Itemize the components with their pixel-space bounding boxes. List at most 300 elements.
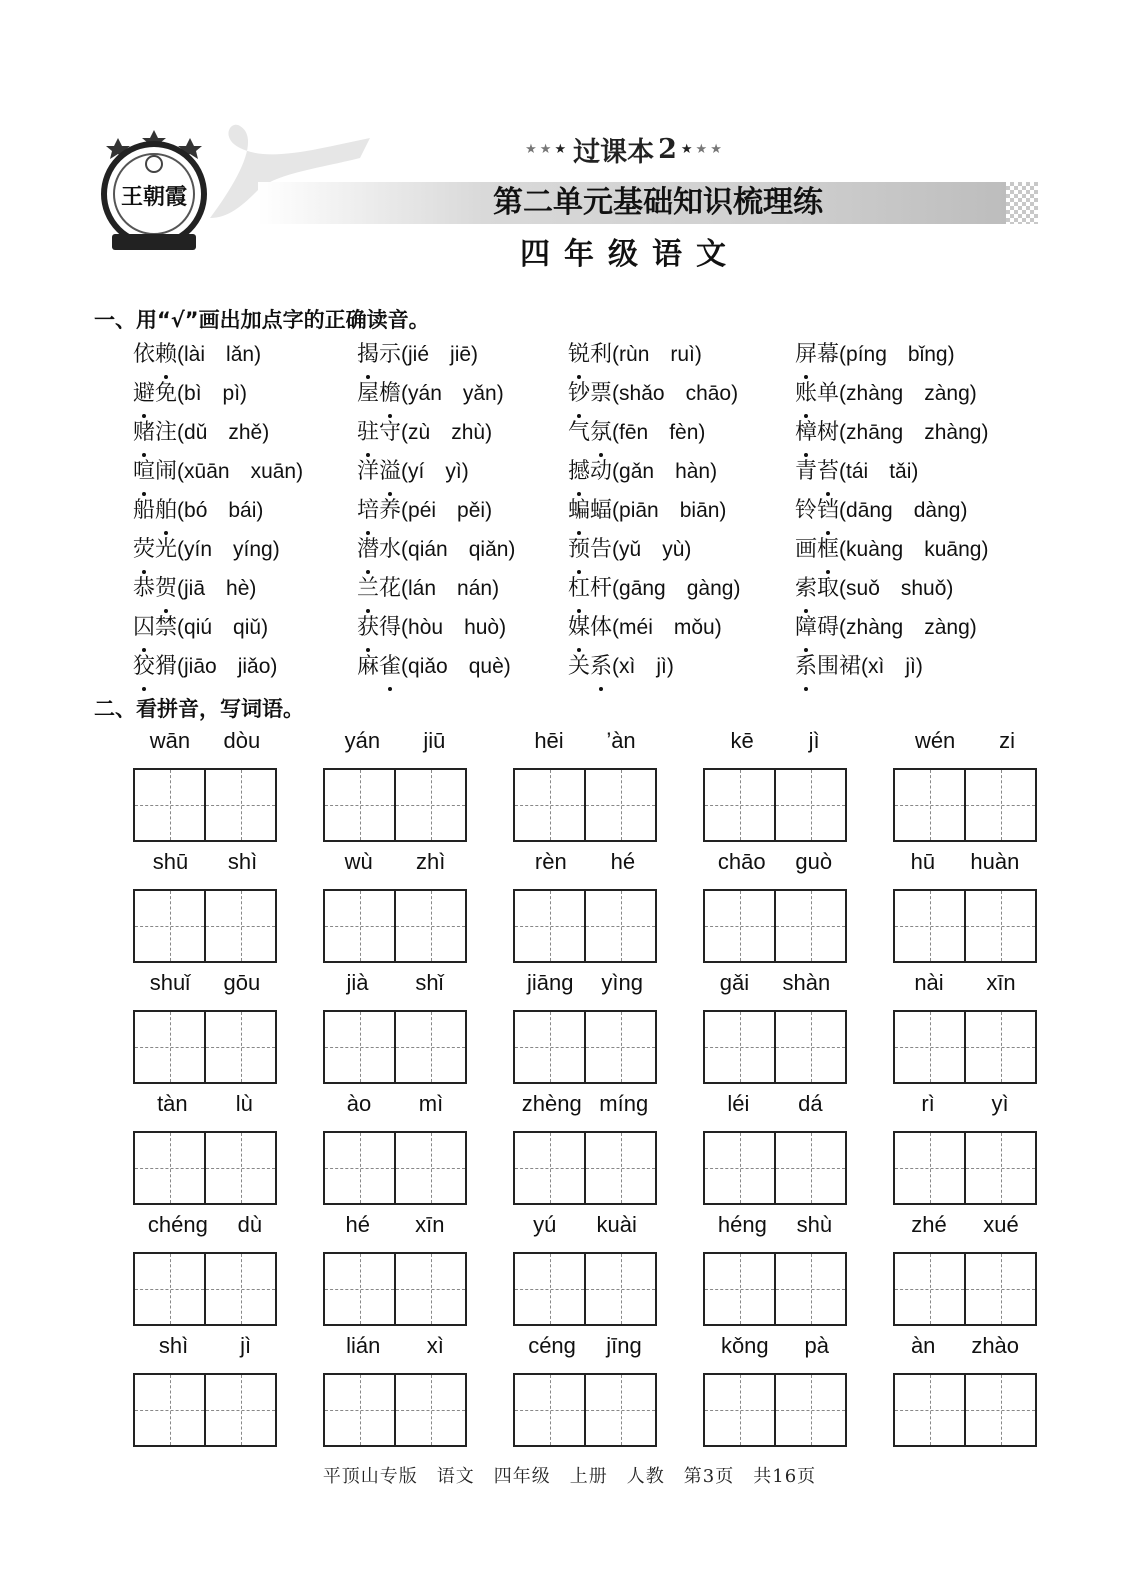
pinyin-option[interactable]: chāo [685,382,732,405]
item-chars: 障碍 [795,615,839,640]
item-chars: 揭示 [357,342,401,367]
pinyin-option[interactable]: qiǎo [408,655,448,678]
pinyin-option[interactable]: zhě [228,421,263,444]
paren: ( [839,421,847,444]
item-chars: 蝙蝠 [568,498,612,523]
writing-cell[interactable] [964,1254,1035,1324]
pinyin-syllable: dá [798,1091,823,1116]
pinyin-option[interactable]: tǎi [889,460,912,483]
pinyin-option[interactable]: pì [222,382,241,405]
paren: ( [401,460,409,483]
word-box [893,1333,1037,1367]
pinyin-syllable: jīng [606,1333,642,1358]
paren: ( [839,499,847,522]
pinyin-option[interactable]: biān [679,499,720,522]
writing-cell[interactable] [135,1375,204,1445]
reading-item [795,613,977,643]
pinyin-option[interactable]: kuàng [846,538,904,561]
pinyin-option[interactable]: xì [868,655,885,678]
word-pinyin [323,1333,467,1367]
reading-item [357,340,478,370]
writing-cell[interactable] [135,891,204,961]
paren: ( [401,382,409,405]
pinyin-option[interactable]: bái [228,499,257,522]
paren: ) [710,460,718,483]
pinyin-option[interactable]: xūān [184,460,230,483]
writing-cell[interactable] [204,1012,275,1082]
paren: ( [401,499,409,522]
pinyin-option[interactable]: bó [184,499,208,522]
writing-cell[interactable] [204,770,275,840]
pinyin-syllable: gǎi [719,970,750,995]
paren: ) [461,460,469,483]
word-pinyin [513,1333,657,1367]
word-pinyin [893,1091,1037,1125]
paren: ) [911,460,919,483]
pinyin-option[interactable]: rùn [619,343,650,366]
spacer [436,499,457,522]
word-box [893,970,1037,1004]
svg-text:王朝霞: 王朝霞 [120,184,188,210]
word-box [703,1333,847,1367]
item-chars: 钞票 [568,381,612,406]
pinyin-syllable: rèn [534,849,567,874]
item-chars: 樟树 [795,420,839,445]
pinyin-option[interactable]: hàn [675,460,711,483]
word-pinyin [893,1333,1037,1367]
pinyin-option[interactable]: gǎn [619,460,655,483]
pinyin-option[interactable]: què [468,655,504,678]
word-box [513,849,657,883]
reading-item [133,340,261,370]
writing-boxes [893,768,1037,842]
word-box [323,1212,467,1246]
reading-item [133,418,269,448]
spacer [868,460,889,483]
pinyin-syllable: hū [910,849,936,874]
reading-item [795,535,988,565]
paren: ) [240,382,248,405]
pinyin-option[interactable]: jié [408,343,430,366]
word-box [513,1091,657,1125]
item-chars: 驻守 [357,420,401,445]
pinyin-option[interactable]: dāng [846,499,893,522]
paren: ( [177,421,185,444]
paren: ( [839,577,847,600]
paren: ( [612,421,620,444]
word-pinyin [133,849,277,883]
pinyin-option[interactable]: lǎn [226,343,255,366]
item-chars: 兰花 [357,576,401,601]
item-chars: 画框 [795,537,839,562]
pinyin-option[interactable]: ruì [670,343,695,366]
pinyin-syllable: jià [346,970,369,995]
writing-cell[interactable] [964,891,1035,961]
pinyin-option[interactable]: gāng [619,577,666,600]
writing-boxes [133,1373,277,1447]
pinyin-option[interactable]: piān [619,499,659,522]
pinyin-syllable: àn [910,1333,936,1358]
writing-cell[interactable] [964,1133,1035,1203]
paren: ) [947,343,955,366]
pinyin-option[interactable]: gàng [686,577,734,600]
writing-boxes [133,768,277,842]
pinyin-option[interactable]: lán [408,577,437,600]
reading-item [133,613,268,643]
pinyin-option[interactable]: yù [662,538,685,561]
writing-cell[interactable] [774,1012,845,1082]
writing-cell[interactable] [895,770,964,840]
writing-cell[interactable] [135,770,204,840]
writing-cell[interactable] [204,1254,275,1324]
word-pinyin [703,1091,847,1125]
pinyin-option[interactable]: jiāo [184,655,217,678]
paren: ( [861,655,869,678]
word-box [703,970,847,1004]
pinyin-option[interactable]: fēn [619,421,649,444]
paren: ( [401,577,409,600]
reading-item [795,340,955,370]
pinyin-syllable: nài [914,970,944,995]
writing-cell[interactable] [515,1254,584,1324]
emphasis-dot-icon [599,687,603,691]
item-chars: 麻雀 [357,654,401,679]
pinyin-syllable: ào [346,1091,372,1116]
word-box [703,849,847,883]
writing-cell[interactable] [325,891,394,961]
writing-cell[interactable] [394,891,465,961]
paren: ) [471,343,479,366]
paren: ( [839,460,847,483]
pinyin-option[interactable]: pěi [457,499,486,522]
pinyin-option[interactable]: méi [619,616,653,639]
reading-item [357,535,515,565]
word-box [323,1091,467,1125]
writing-boxes [513,1010,657,1084]
pinyin-syllable: jì [240,1333,252,1358]
item-chars: 狡猾 [133,654,177,679]
word-pinyin [323,728,467,762]
section-2-title: 二、看拼音，写词语。 [94,697,304,721]
paren: ( [612,655,620,678]
pinyin-option[interactable]: zhàng [846,616,904,639]
word-pinyin [703,849,847,883]
writing-boxes [513,1373,657,1447]
word-box [513,1212,657,1246]
reading-item [568,457,717,487]
word-box [133,1333,277,1367]
reading-item [568,535,691,565]
reading-item [133,457,303,487]
writing-cell[interactable] [895,1133,964,1203]
pinyin-syllable: wān [149,728,191,753]
writing-cell[interactable] [895,1375,964,1445]
pinyin-option[interactable]: jì [905,655,916,678]
writing-cell[interactable] [515,1133,584,1203]
writing-boxes [133,1252,277,1326]
pinyin-option[interactable]: jiē [450,343,472,366]
pinyin-option[interactable]: kuāng [924,538,982,561]
pinyin-option[interactable]: qián [408,538,448,561]
writing-cell[interactable] [394,1254,465,1324]
pinyin-syllable: shuǐ [149,970,191,995]
pinyin-option[interactable]: qiú [184,616,213,639]
star-icon: ★★★ [525,141,570,157]
pinyin-option[interactable]: huò [464,616,500,639]
writing-cell[interactable] [325,770,394,840]
writing-cell[interactable] [325,1133,394,1203]
pinyin-option[interactable]: bǐng [907,343,948,366]
pinyin-syllable: lù [235,1091,253,1116]
item-chars: 账单 [795,381,839,406]
paren: ) [719,499,727,522]
pinyin-option[interactable]: yíng [233,538,273,561]
writing-cell[interactable] [705,1375,774,1445]
item-chars: 获得 [357,615,401,640]
reading-item [795,574,953,604]
reading-item [357,418,492,448]
pinyin-syllable: shì [158,1333,189,1358]
writing-boxes [323,1252,467,1326]
pinyin-option[interactable]: zhàng [924,421,982,444]
writing-boxes [703,889,847,963]
series-name: 过课本 [573,136,655,168]
pinyin-syllable: zhèng [521,1091,582,1116]
writing-cell[interactable] [515,891,584,961]
pinyin-syllable: xīn [415,1212,445,1237]
pinyin-option[interactable]: nán [457,577,493,600]
pinyin-option[interactable]: yǎn [462,382,497,405]
pinyin-syllable: jì [808,728,820,753]
pinyin-option[interactable]: dǔ [184,421,208,444]
spacer [443,616,464,639]
pinyin-syllable: dù [237,1212,263,1237]
pinyin-option[interactable]: zàng [924,382,970,405]
pinyin-option[interactable]: zù [408,421,431,444]
paren: ) [969,382,977,405]
word-pinyin [323,1212,467,1246]
word-box [893,1212,1037,1246]
pinyin-option[interactable]: yán [408,382,442,405]
reading-item [357,379,504,409]
writing-cell[interactable] [705,1254,774,1324]
pinyin-option[interactable]: shuǒ [900,577,947,600]
writing-cell[interactable] [584,1375,655,1445]
item-chars: 潜水 [357,537,401,562]
writing-cell[interactable] [705,891,774,961]
pinyin-option[interactable]: jì [656,655,667,678]
pinyin-option[interactable]: yín [184,538,213,561]
spacer [448,538,469,561]
pinyin-option[interactable]: zhāng [846,421,904,444]
pinyin-option[interactable]: xuān [250,460,297,483]
writing-cell[interactable] [964,1012,1035,1082]
paren: ( [612,499,620,522]
writing-cell[interactable] [515,1012,584,1082]
pinyin-option[interactable]: yì [445,460,462,483]
paren: ) [496,382,504,405]
writing-cell[interactable] [394,770,465,840]
pinyin-option[interactable]: mǒu [673,616,715,639]
pinyin-option[interactable]: hòu [408,616,444,639]
writing-cell[interactable] [895,1254,964,1324]
writing-cell[interactable] [325,1375,394,1445]
pinyin-syllable: shù [796,1212,833,1237]
paren: ) [733,577,741,600]
writing-boxes [893,1373,1037,1447]
writing-cell[interactable] [774,1254,845,1324]
spacer [903,538,924,561]
writing-cell[interactable] [325,1254,394,1324]
pinyin-syllable: céng [528,1333,576,1358]
spacer [442,382,463,405]
item-chars: 锐利 [568,342,612,367]
writing-cell[interactable] [774,891,845,961]
pinyin-syllable: chāo [717,849,766,874]
word-box [133,1091,277,1125]
writing-cell[interactable] [964,1375,1035,1445]
writing-cell[interactable] [705,770,774,840]
spacer [880,577,901,600]
paren: ( [612,577,620,600]
reading-item [568,340,702,370]
writing-boxes [703,1252,847,1326]
pinyin-syllable: wù [344,849,373,874]
paren: ) [666,655,674,678]
writing-cell[interactable] [135,1254,204,1324]
pinyin-syllable: héng [717,1212,767,1237]
item-chars: 恭贺 [133,576,177,601]
writing-cell[interactable] [135,1133,204,1203]
writing-cell[interactable] [774,770,845,840]
writing-cell[interactable] [584,770,655,840]
publisher-logo [98,128,210,258]
pinyin-option[interactable]: yí [408,460,425,483]
pinyin-syllable: kuài [596,1212,637,1237]
writing-boxes [323,768,467,842]
word-box [323,728,467,762]
writing-boxes [513,889,657,963]
word-box [133,970,277,1004]
writing-cell[interactable] [394,1012,465,1082]
writing-cell[interactable] [705,1133,774,1203]
paren: ) [714,616,722,639]
pinyin-option[interactable]: jiā [184,577,206,600]
word-box [893,849,1037,883]
pinyin-syllable: xì [426,1333,444,1358]
item-chars: 媒体 [568,615,612,640]
pinyin-option[interactable]: dàng [913,499,961,522]
word-box [133,1212,277,1246]
writing-cell[interactable] [584,891,655,961]
reading-item [795,379,977,409]
pinyin-option[interactable]: suǒ [846,577,880,600]
item-chars: 预告 [568,537,612,562]
writing-boxes [703,768,847,842]
writing-cell[interactable] [204,1133,275,1203]
writing-cell[interactable] [964,770,1035,840]
paren: ( [401,538,409,561]
writing-cell[interactable] [895,1012,964,1082]
writing-cell[interactable] [135,1012,204,1082]
word-pinyin [323,849,467,883]
writing-cell[interactable] [774,1375,845,1445]
pinyin-option[interactable]: xì [619,655,636,678]
writing-cell[interactable] [394,1133,465,1203]
writing-cell[interactable] [204,1375,275,1445]
pinyin-syllable: léi [727,1091,750,1116]
pinyin-option[interactable]: zàng [924,616,970,639]
item-chars: 铃铛 [795,498,839,523]
paren: ( [177,577,185,600]
pinyin-option[interactable]: jiǎo [237,655,271,678]
pinyin-option[interactable]: tái [846,460,869,483]
writing-cell[interactable] [394,1375,465,1445]
paren: ) [262,421,270,444]
item-chars: 屋檐 [357,381,401,406]
writing-cell[interactable] [895,891,964,961]
paren: ( [612,343,620,366]
pinyin-option[interactable]: péi [408,499,437,522]
item-chars: 索取 [795,576,839,601]
spacer [649,343,670,366]
writing-cell[interactable] [705,1012,774,1082]
paren: ( [177,655,185,678]
spacer [205,577,226,600]
word-pinyin [133,1333,277,1367]
spacer [436,577,457,600]
writing-cell[interactable] [584,1133,655,1203]
paren: ( [612,460,620,483]
pinyin-option[interactable]: zhù [451,421,486,444]
pinyin-option[interactable]: qiǎn [468,538,509,561]
pinyin-option[interactable]: yǔ [619,538,642,561]
word-pinyin [133,1091,277,1125]
paren: ( [839,616,847,639]
pinyin-syllable: guò [795,849,833,874]
spacer [903,421,924,444]
pinyin-option[interactable]: hè [226,577,250,600]
writing-cell[interactable] [204,891,275,961]
pinyin-option[interactable]: fèn [669,421,699,444]
writing-cell[interactable] [774,1133,845,1203]
pinyin-option[interactable]: píng [846,343,887,366]
paren: ) [249,577,257,600]
pinyin-syllable: chéng [147,1212,208,1237]
item-chars: 培养 [357,498,401,523]
pinyin-option[interactable]: shǎo [619,382,665,405]
star-icon: ★★★ [680,141,725,157]
pinyin-option[interactable]: bì [184,382,202,405]
spacer [207,421,228,444]
pinyin-option[interactable]: qiǔ [233,616,262,639]
writing-cell[interactable] [325,1012,394,1082]
item-chars: 屏幕 [795,342,839,367]
reading-item [357,496,492,526]
reading-item [795,418,988,448]
pinyin-syllable: shū [152,849,189,874]
series-label [490,132,760,166]
writing-cell[interactable] [515,770,584,840]
writing-cell[interactable] [515,1375,584,1445]
writing-cell[interactable] [584,1012,655,1082]
writing-cell[interactable] [584,1254,655,1324]
emphasis-dot-icon [804,687,808,691]
paren: ( [177,499,185,522]
pinyin-option[interactable]: lài [184,343,206,366]
pinyin-option[interactable]: zhàng [846,382,904,405]
paren: ( [177,343,185,366]
